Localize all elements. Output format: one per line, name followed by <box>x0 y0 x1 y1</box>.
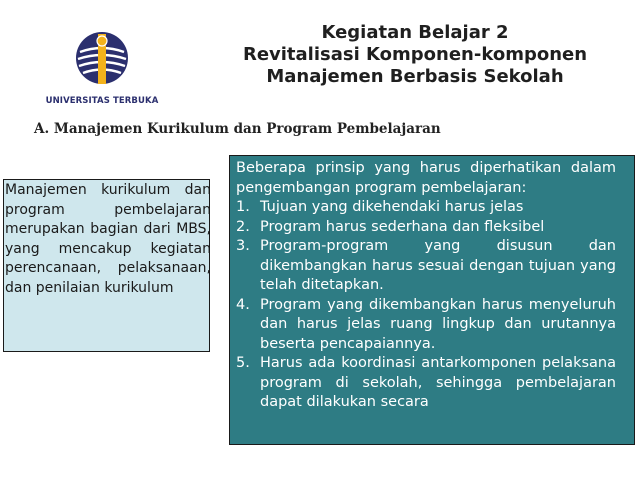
logo-caption: UNIVERSITAS TERBUKA <box>45 96 159 106</box>
left-box-text: Manajemen kurikulum dan program pembelajaran merupakan bagian dari MBS, yang mencakup kegiatan perencanaan, pelaksanaan, dan penilaian kurikulum <box>5 182 211 296</box>
university-emblem-icon <box>74 30 130 92</box>
principles-content <box>236 159 616 479</box>
list-item: 4. Program yang dikembangkan harus menyeluruh dan harus jelas ruang lingkup dan urutannya beserta pencapaiannya. <box>236 296 616 352</box>
principles-intro: Beberapa prinsip yang harus diperhatikan dalam pengembangan program pembelajaran: <box>236 160 616 196</box>
title-line-3: Manajemen Berbasis Sekolah <box>266 66 564 87</box>
title-line-2: Revitalisasi Komponen-komponen <box>242 44 588 65</box>
list-item: 5. Harus ada koordinasi antarkomponen pelaksana program di sekolah, sehingga pembelajaran dapat dilakukan secara <box>236 355 616 410</box>
university-logo <box>44 30 160 110</box>
list-item: 1. Tujuan yang dikehendaki harus jelas <box>236 199 524 215</box>
slide-title <box>210 22 620 88</box>
list-item: 2. Program harus sederhana dan fleksibel <box>236 218 545 235</box>
title-line-1: Kegiatan Belajar 2 <box>321 22 509 43</box>
section-heading: A. Manajemen Kurikulum dan Program Pembelajaran <box>34 121 441 137</box>
list-item: 3. Program-program yang disusun dan dikembangkan harus sesuai dengan tujuan yang telah ditetapkan. <box>236 238 616 293</box>
principles-list <box>236 198 616 413</box>
